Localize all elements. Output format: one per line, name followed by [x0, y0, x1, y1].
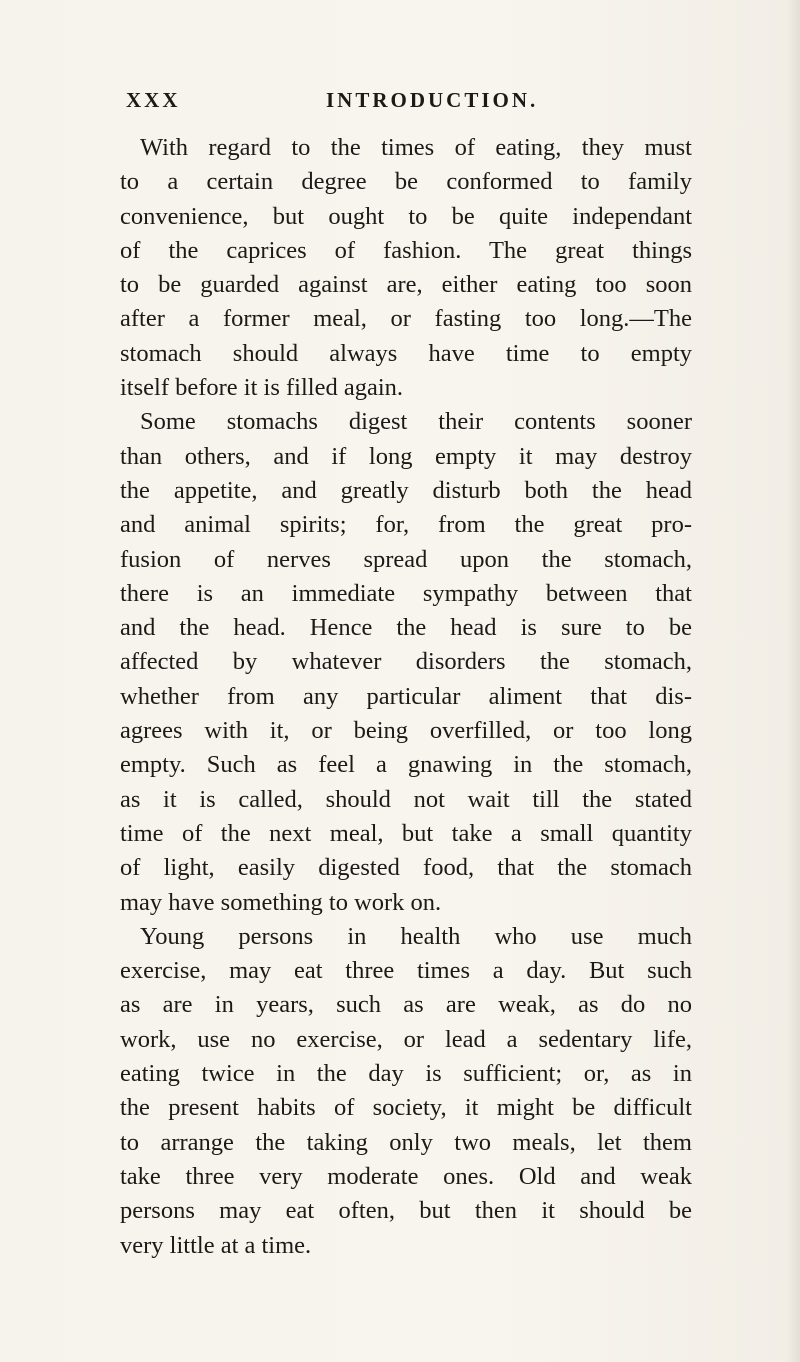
text-line: to be guarded against are, either eating too soon — [120, 271, 692, 299]
running-head: INTRODUCTION. — [326, 88, 539, 112]
text-line: convenience, but ought to be quite independant — [120, 202, 692, 230]
text-line: itself before it is filled again. — [120, 374, 404, 402]
text-line: agrees with it, or being overfilled, or too long — [120, 717, 692, 745]
text-line: may have something to work on. — [120, 888, 442, 916]
text-line: exercise, may eat three times a day. But such — [120, 957, 692, 985]
text-line: With regard to the times of eating, they must — [140, 134, 692, 161]
page-number: XXX — [126, 88, 181, 112]
text-line: persons may eat often, but then it should be — [120, 1197, 692, 1225]
text-line: Some stomachs digest their contents sooner — [140, 408, 692, 436]
text-line: than others, and if long empty it may destroy — [120, 442, 692, 470]
text-line: eating twice in the day is sufficient; or, as in — [120, 1060, 692, 1088]
text-line: and the head. Hence the head is sure to be — [120, 614, 692, 642]
text-line: Young persons in health who use much — [140, 922, 692, 950]
text-line: the present habits of society, it might be difficult — [120, 1094, 692, 1122]
text-line: whether from any particular aliment that dis- — [120, 682, 692, 710]
text-line: and animal spirits; for, from the great pro- — [120, 511, 692, 539]
text-line: there is an immediate sympathy between that — [120, 579, 692, 607]
text-line: take three very moderate ones. Old and weak — [120, 1162, 692, 1190]
text-line: fusion of nerves spread upon the stomach, — [120, 545, 692, 573]
text-line: as it is called, should not wait till the stated — [120, 785, 692, 813]
text-line: very little at a time. — [120, 1231, 312, 1259]
text-line: stomach should always have time to empty — [120, 339, 692, 367]
page-header — [126, 88, 686, 118]
text-line: time of the next meal, but take a small quantity — [120, 819, 692, 847]
text-line: work, use no exercise, or lead a sedentary life, — [120, 1025, 692, 1053]
page-edge-shadow — [786, 0, 800, 1362]
text-line: to a certain degree be conformed to family — [120, 168, 692, 196]
body-text — [120, 131, 692, 1263]
text-line: empty. Such as feel a gnawing in the stomach, — [120, 751, 692, 779]
text-line: affected by whatever disorders the stomach, — [120, 648, 692, 676]
text-line: after a former meal, or fasting too long.—The — [120, 305, 692, 333]
text-line: of the caprices of fashion. The great things — [120, 236, 692, 264]
text-line: to arrange the taking only two meals, let them — [120, 1128, 692, 1156]
text-line: the appetite, and greatly disturb both the head — [120, 476, 692, 504]
text-line: as are in years, such as are weak, as do no — [120, 991, 692, 1019]
text-line: of light, easily digested food, that the stomach — [120, 854, 692, 882]
